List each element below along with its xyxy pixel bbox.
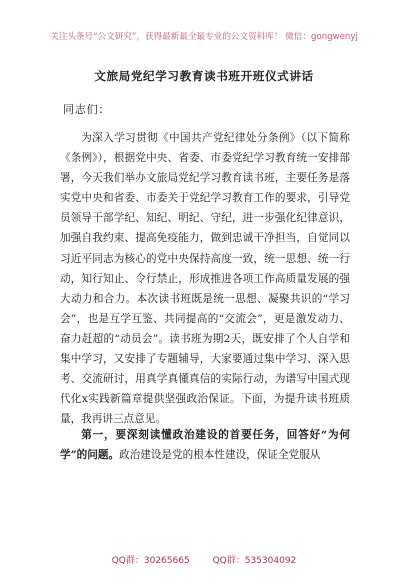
section-paragraph (60, 425, 350, 465)
promo-banner: 关注头条号“公文研究”，获得最新最全最专业的公文资料库！ 微信：gongwenyj (50, 32, 358, 42)
section-text: 政治建设是党的根本性建设，保证全党服从 (119, 449, 321, 462)
section-heading: 第一，要深刻读懂政治建设的首要任务，回答好“为何学”的问题。 (60, 429, 350, 462)
body-paragraph: 为深入学习贯彻《中国共产党纪律处分条例》（以下简称《条例》），根据党中央、省委、市委党纪学习教育统一安排部署，今天我们举办文旅局党纪学习教育读书班，主要任务是落实党中央和省委、市委关于党纪学习教育工作的要求，引导党员领导干部学纪、知纪、明纪、守纪，进一步强化纪律意识，加强自我约束、提高免疫能力，做到忠诚干净担当，自觉同以习近平同志为核心的党中央保持高度一致，统一思想、统一行动，知行知止、令行禁止，形成推进各项工作高质量发展的强大动力和合力。本次读书班既是统一思想、凝聚共识的“学习会”，也是互学互鉴、共同提高的“交流会”，更是激发动力、奋力赶超的“动员会”。读书班为期2天，既安排了个人自学和集中学习，又安排了专题辅导，大家要通过集中学习、深入思考、交流研讨，用真学真懂真信的实际行动，为谱写中国式现代化x实践新篇章提供坚强政治保证。下面，为提升读书班质量，我再讲三点意见。 (60, 132, 350, 426)
qq-group-footer: QQ群：30265665 QQ群：535304092 (111, 556, 297, 566)
salutation: 同志们： (63, 103, 111, 116)
document-title: 文旅局党纪学习教育读书班开班仪式讲话 (94, 69, 314, 83)
